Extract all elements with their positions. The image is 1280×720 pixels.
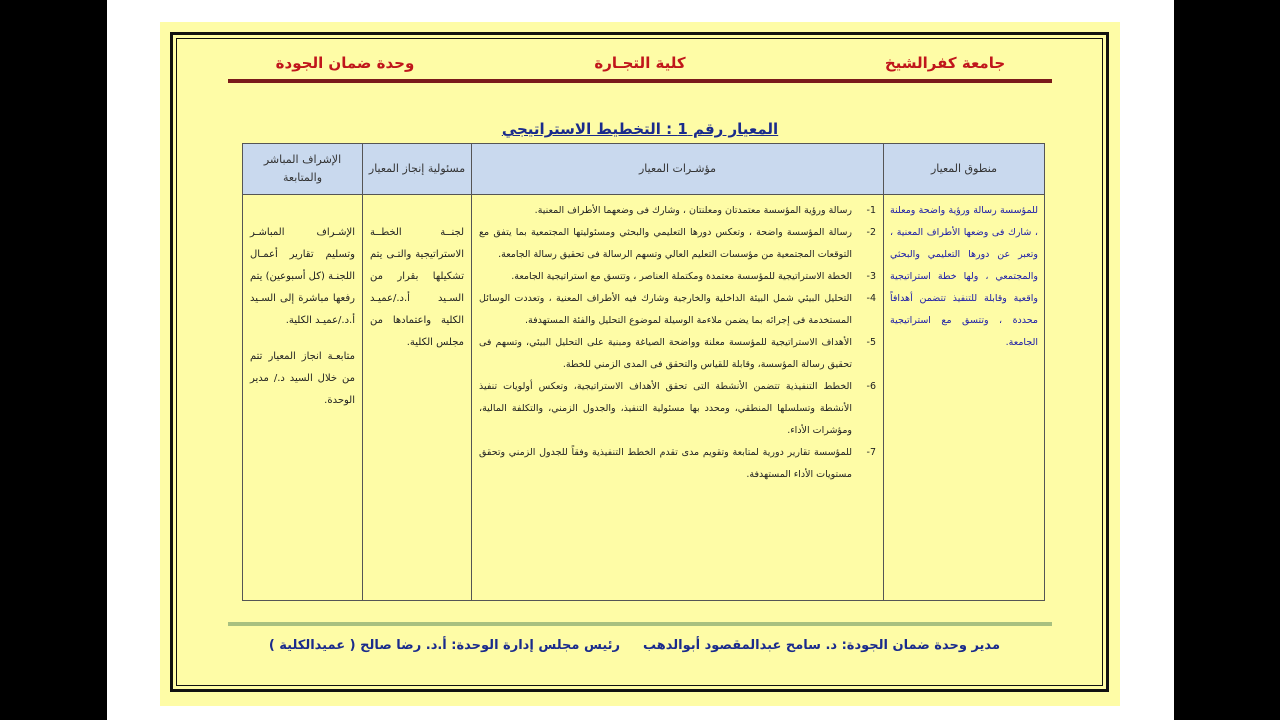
cell-indicators [472, 195, 884, 601]
logic-text: للمؤسسة رسالة ورؤية واضحة ومعلنة ، شارك فى وضعها الأطراف المعنية ، وتعبر عن دورها التعليمي والبحثي والمجتمعي ، ولها خطة استراتيجية واقعية وقابلة للتنفيذ تتضمن أهدافاً محددة ، وتتسق مع استراتيجية الجامعة. [890, 205, 1038, 348]
college-name: كلية التجـارة [594, 54, 686, 72]
indicator-number: 1- [866, 205, 876, 216]
header-supervision: الإشراف المباشر والمتابعة [243, 144, 363, 195]
supervision-report-text: الإشـراف المباشـر وتسليم تقارير أعمـال اللجنـة (كل أسبوعين) يتم رفعها مباشرة إلى السـيد أ.د./عميـد الكلية. [250, 227, 355, 326]
board-chair: رئيس مجلس إدارة الوحدة: أ.د. رضا صالح ( عميدالكلية ) [268, 638, 620, 653]
cell-supervision [243, 195, 363, 601]
list-item [479, 442, 876, 486]
supervision-followup-text: متابعـة انجاز المعيار تتم من خلال السيد د./ مدير الوحدة. [250, 351, 355, 406]
indicator-text: للمؤسسة تقارير دورية لمتابعة وتقويم مدى تقدم الخطط التنفيذية وفقاً للجدول الزمني وتحقق مستويات الأداء المستهدفة. [479, 447, 852, 480]
indicators-list [473, 196, 882, 486]
footer-divider [228, 622, 1052, 626]
list-item [479, 222, 876, 266]
list-item [479, 266, 876, 288]
header-indicators: مؤشـرات المعيار [472, 144, 884, 195]
header-divider [228, 79, 1052, 83]
indicator-text: رسالة المؤسسة واضحة ، وتعكس دورها التعليمي والبحثي ومسئوليتها المجتمعية بما يتفق مع التوقعات المجتمعية من مؤسسات التعليم العالي وتسهم الرسالة فى تحقيق رسالة الجامعة. [479, 227, 852, 260]
indicator-number: 3- [866, 271, 876, 282]
indicator-number: 7- [866, 447, 876, 458]
responsibility-text: لجنــة الخطــة الاستراتيجية والتـى يتم تشكيلها بقرار من السـيد أ.د./عميـد الكلية واعتمادها من مجلس الكلية. [370, 227, 464, 348]
indicator-number: 6- [866, 381, 876, 392]
unit-name: وحدة ضمان الجودة [275, 54, 415, 72]
indicator-text: رسالة ورؤية المؤسسة معتمدتان ومعلنتان ، وشارك فى وضعهما الأطراف المعنية. [534, 205, 852, 216]
quality-director: مدير وحدة ضمان الجودة: د. سامح عبدالمقصود أبوالدهب [642, 638, 1000, 653]
cell-logic [884, 195, 1045, 601]
indicator-text: الخطة الاستراتيجية للمؤسسة معتمدة ومكتملة العناصر ، وتتسق مع استراتيجية الجامعة. [511, 271, 852, 282]
supervision-text [244, 196, 361, 412]
list-item [479, 376, 876, 442]
list-item [479, 200, 876, 222]
university-name: جامعة كفرالشيخ [884, 54, 1006, 72]
indicator-number: 5- [866, 337, 876, 348]
indicator-text: الخطط التنفيذية تتضمن الأنشطة التى تحقق الأهداف الاستراتيجية، وتعكس أولويات تنفيذ الأنشطة وتسلسلها المنطقي، ومحدد بها مسئولية التنفيذ، والجدول الزمني، والتكلفة المالية، ومؤشرات الأداء. [479, 381, 852, 436]
table-row [243, 195, 1045, 601]
table-header-row [243, 144, 1045, 195]
standard-table [242, 143, 1045, 601]
cell-responsibility [363, 195, 472, 601]
header-responsibility: مسئولية إنجاز المعيار [363, 144, 472, 195]
list-item [479, 288, 876, 332]
indicator-number: 2- [866, 227, 876, 238]
indicator-number: 4- [866, 293, 876, 304]
indicator-text: الأهداف الاستراتيجية للمؤسسة معلنة وواضحة الصياغة ومبنية على التحليل البيئي، وتسهم فى تحقيق رسالة المؤسسة، وقابلة للقياس والتحقق فى المدى الزمني للخطة. [479, 337, 852, 370]
indicator-text: التحليل البيئي شمل البيئة الداخلية والخارجية وشارك فيه الأطراف المعنية ، وتعددت الوسائل المستخدمة فى إجرائه بما يضمن ملاءمة الوسيلة لموضوع التحليل والفئة المستهدفة. [479, 293, 852, 326]
list-item [479, 332, 876, 376]
standard-title: المعيار رقم 1 : التخطيط الاستراتيجي [501, 120, 779, 138]
header-logic: منطوق المعيار [884, 144, 1045, 195]
